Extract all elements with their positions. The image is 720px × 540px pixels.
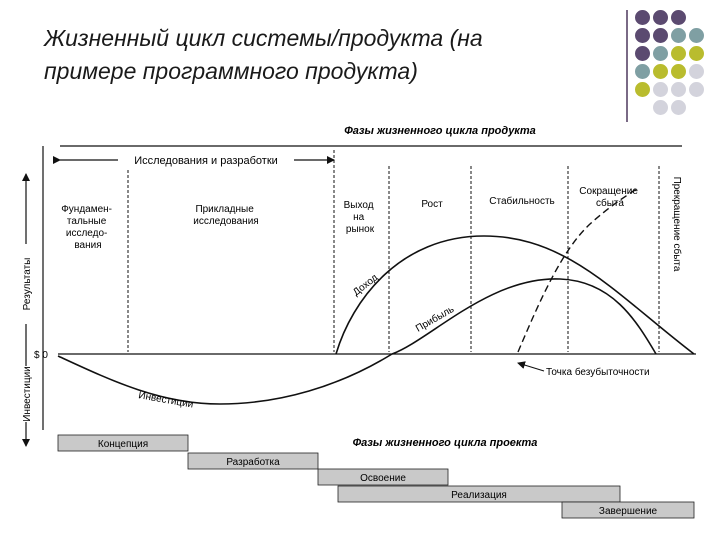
phase-decline-label: Сокращение сбыта xyxy=(579,186,638,209)
project-phase-completion-label: Завершение xyxy=(598,506,658,517)
breakeven-label: Точка безубыточности xyxy=(546,367,650,378)
income-curve-label: Доход xyxy=(351,272,381,299)
phase-stability-label: Стабильность xyxy=(489,196,555,207)
project-phase-mastering-label: Освоение xyxy=(360,473,406,484)
phase-fundamental-label: Фундамен- тальные исследо- вания xyxy=(61,204,113,251)
title-line-1: Жизненный цикл системы/продукта (на xyxy=(44,25,483,51)
title-line-2: примере программного продукта) xyxy=(44,58,418,85)
project-phase-implementation-label: Реализация xyxy=(451,490,507,501)
profit-curve-label: Прибыль xyxy=(414,303,457,335)
project-phase-concept-label: Концепция xyxy=(97,439,149,450)
phase-launch-label: Выход на рынок xyxy=(343,200,375,235)
phase-end-label: Прекращение сбыта xyxy=(671,176,682,272)
income-curve xyxy=(336,236,694,354)
phase-applied-label: Прикладные исследования xyxy=(193,204,259,227)
research-label: Исследования и разработки xyxy=(134,155,278,167)
product-phases-title: Фазы жизненного цикла продукта xyxy=(344,125,536,137)
zero-label: $ 0 xyxy=(34,350,48,361)
breakeven-pointer-arrow xyxy=(518,363,544,371)
breakeven-dashed-curve xyxy=(518,188,638,352)
axis-investments-label: Инвестиции xyxy=(22,366,33,422)
project-phases-title: Фазы жизненного цикла проекта xyxy=(352,437,538,449)
axis-results-label: Результаты xyxy=(22,257,33,311)
investments-curve xyxy=(58,354,392,404)
phase-growth-label: Рост xyxy=(421,199,443,210)
project-phase-development-label: Разработка xyxy=(226,457,280,468)
investments-curve-label: Инвестиции xyxy=(137,390,195,411)
